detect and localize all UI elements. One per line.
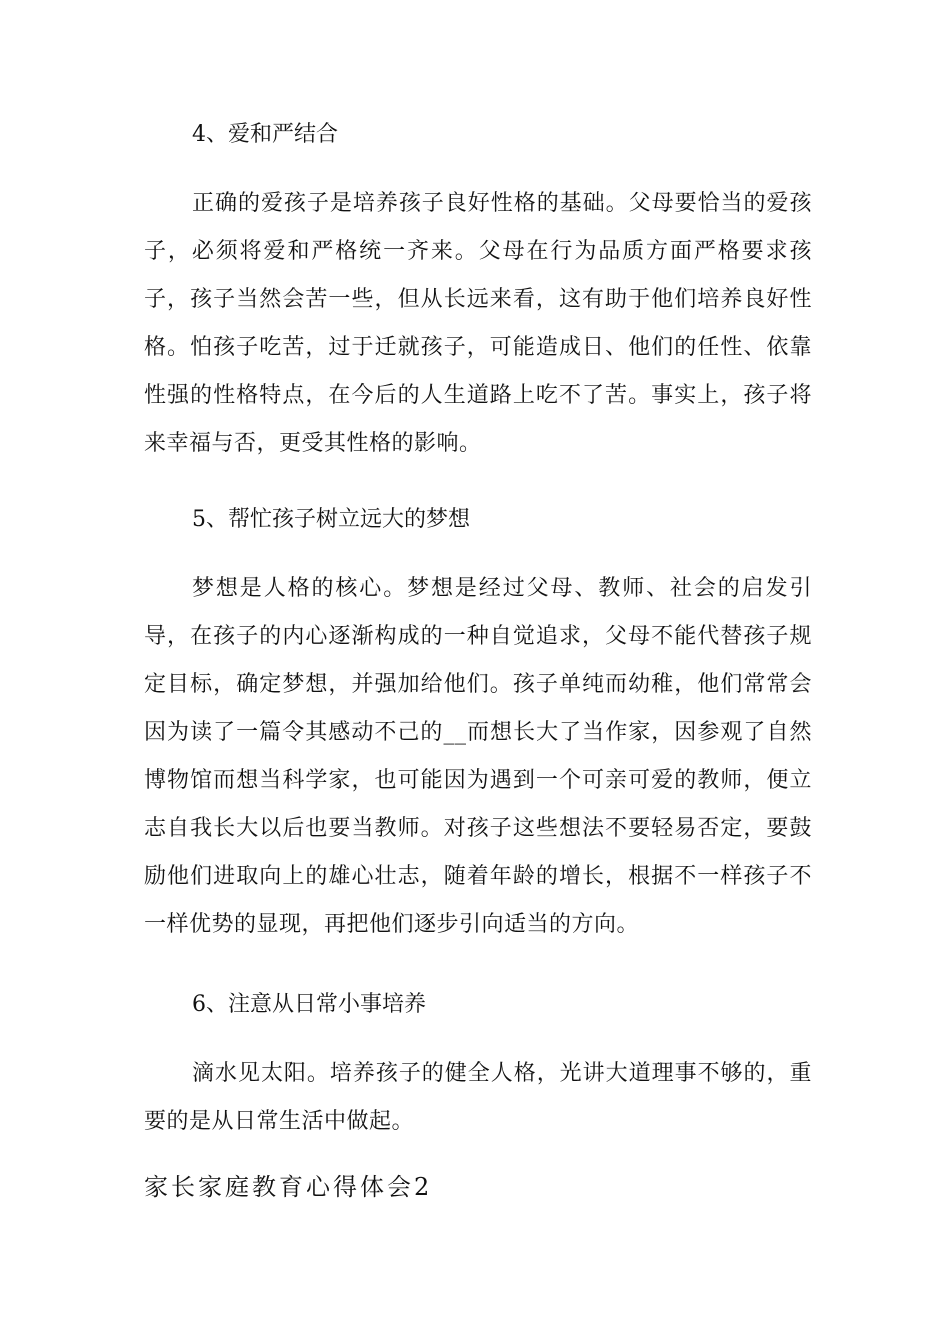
section-heading-5: 5、帮忙孩子树立远大的梦想 — [192, 507, 470, 532]
section-paragraph-6: 滴水见太阳。培养孩子的健全人格，光讲大道理事不够的，重要的是从日常生活中做起。 — [144, 1061, 812, 1134]
next-article-title: 家长家庭教育心得体会2 — [144, 1173, 433, 1201]
section-paragraph-5: 梦想是人格的核心。梦想是经过父母、教师、社会的启发引导，在孩子的内心逐渐构成的一种自觉追求，父母不能代替孩子规定目标，确定梦想，并强加给他们。孩子单纯而幼稚，他们常常会因为读了一篇令其感动不己的__而想长大了当作家，因参观了自然博物馆而想当科学家，也可能因为遇到一个可亲可爱的教师，便立志自我长大以后也要当教师。对孩子这些想法不要轻易否定，要鼓励他们进取向上的雄心壮志，随着年龄的增长，根据不一样孩子不一样优势的显现，再把他们逐步引向适当的方向。 — [144, 576, 812, 937]
section-heading-6: 6、注意从日常小事培养 — [192, 992, 426, 1017]
section-heading-4: 4、爱和严结合 — [192, 122, 338, 147]
section-paragraph-4: 正确的爱孩子是培养孩子良好性格的基础。父母要恰当的爱孩子，必须将爱和严格统一齐来。父母在行为品质方面严格要求孩子，孩子当然会苦一些，但从长远来看，这有助于他们培养良好性格。怕孩子吃苦，过于迁就孩子，可能造成日、他们的任性、依靠性强的性格特点，在今后的人生道路上吃不了苦。事实上，孩子将来幸福与否，更受其性格的影响。 — [144, 191, 812, 456]
